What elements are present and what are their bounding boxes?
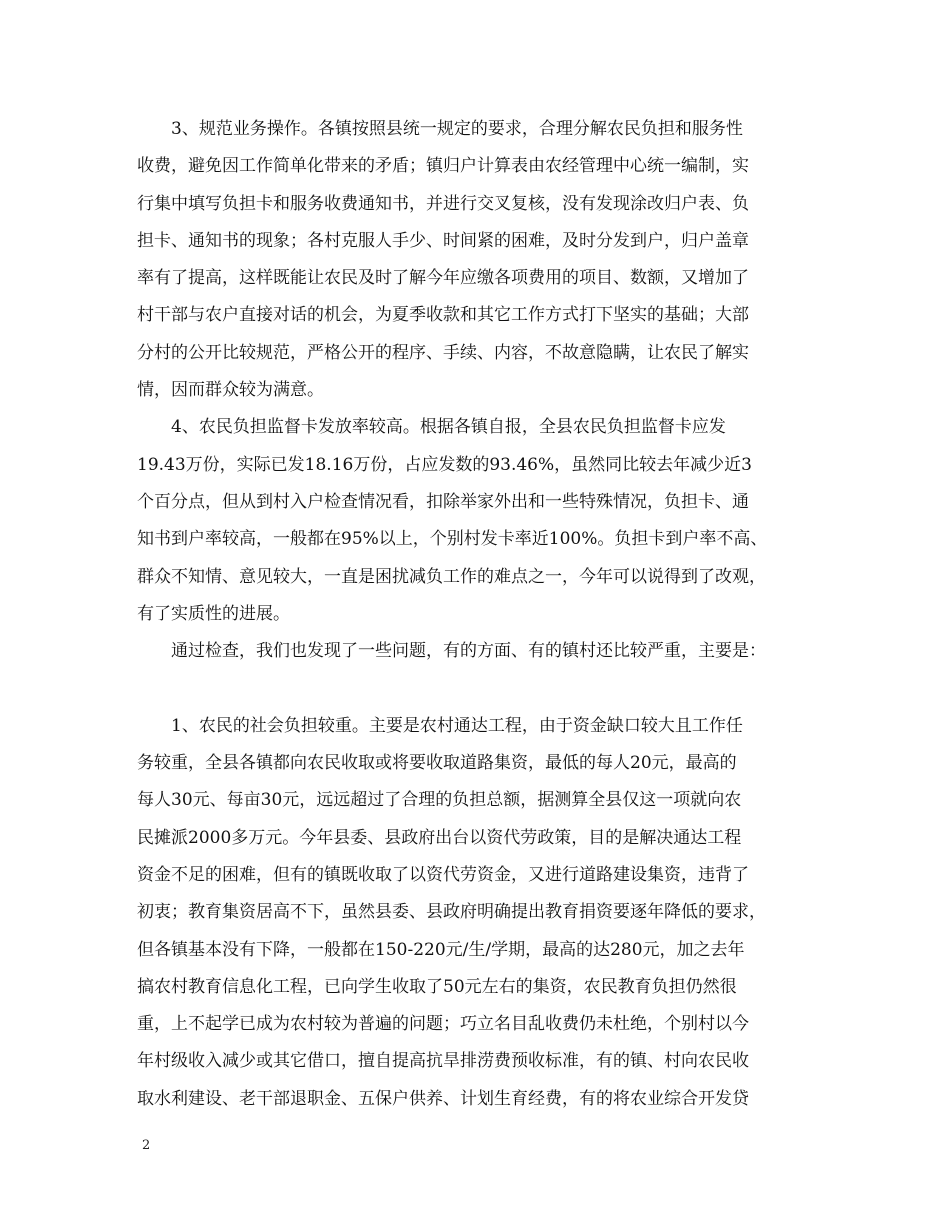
text-line: 分村的公开比较规范，严格公开的程序、手续、内容，不故意隐瞒，让农民了解实 bbox=[137, 342, 749, 363]
text-line: 初衷；教育集资居高不下，虽然县委、县政府明确提出教育捐资要逐年降低的要求， bbox=[137, 902, 766, 923]
paragraph bbox=[137, 633, 823, 670]
text-line: 收费，避免因工作简单化带来的矛盾；镇归户计算表由农经管理中心统一编制，实 bbox=[137, 156, 749, 177]
paragraph bbox=[137, 111, 823, 409]
paragraph bbox=[137, 708, 823, 1118]
body-text bbox=[137, 111, 823, 1118]
text-line: 但各镇基本没有下降，一般都在150-220元/生/学期，最高的达280元，加之去年 bbox=[137, 939, 745, 960]
text-line: 3、规范业务操作。各镇按照县统一规定的要求，合理分解农民负担和服务性 bbox=[137, 119, 743, 139]
text-line: 情，因而群众较为满意。 bbox=[137, 380, 324, 401]
text-line: 率有了提高，这样既能让农民及时了解今年应缴各项费用的项目、数额，又增加了 bbox=[137, 268, 749, 289]
text-line: 重，上不起学已成为农村较为普遍的问题；巧立名目乱收费仍未杜绝，个别村以今 bbox=[137, 1014, 749, 1035]
text-line: 1、农民的社会负担较重。主要是农村通达工程，由于资金缺口较大且工作任 bbox=[137, 715, 743, 736]
text-line: 群众不知情、意见较大，一直是困扰减负工作的难点之一，今年可以说得到了改观， bbox=[137, 566, 766, 587]
text-line: 每人30元、每亩30元，远远超过了合理的负担总额，据测算全县仅这一项就向农 bbox=[137, 790, 742, 811]
text-line: 年村级收入减少或其它借口，擅自提高抗旱排涝费预收标准，有的镇、村向农民收 bbox=[137, 1051, 749, 1072]
text-line: 知书到户率较高，一般都在95%以上，个别村发卡率近100%。负担卡到户率不高、 bbox=[137, 529, 768, 550]
paragraph bbox=[137, 409, 823, 633]
text-line: 4、农民负担监督卡发放率较高。根据各镇自报，全县农民负担监督卡应发 bbox=[137, 417, 726, 438]
blank-line bbox=[137, 670, 823, 707]
text-line: 19.43万份，实际已发18.16万份，占应发数的93.46%，虽然同比较去年减少近3 bbox=[137, 454, 752, 475]
text-line: 通过检查，我们也发现了一些问题，有的方面、有的镇村还比较严重，主要是： bbox=[137, 641, 766, 662]
text-line: 村干部与农户直接对话的机会，为夏季收款和其它工作方式打下坚实的基础；大部 bbox=[137, 305, 749, 326]
text-line: 资金不足的困难，但有的镇既收取了以资代劳资金，又进行道路建设集资，违背了 bbox=[137, 864, 749, 885]
page-number: 2 bbox=[142, 1138, 151, 1153]
text-line: 个百分点，但从到村入户检查情况看，扣除举家外出和一些特殊情况，负担卡、通 bbox=[137, 491, 749, 512]
text-line: 民摊派2000多万元。今年县委、县政府出台以资代劳政策，目的是解决通达工程 bbox=[137, 827, 742, 848]
text-line: 务较重，全县各镇都向农民收取或将要收取道路集资，最低的每人20元，最高的 bbox=[137, 753, 737, 774]
text-line: 搞农村教育信息化工程，已向学生收取了50元左右的集资，农民教育负担仍然很 bbox=[137, 976, 737, 997]
text-line: 行集中填写负担卡和服务收费通知书，并进行交叉复核，没有发现涂改归户表、负 bbox=[137, 193, 749, 214]
text-line: 取水利建设、老干部退职金、五保户供养、计划生育经费，有的将农业综合开发贷 bbox=[137, 1088, 749, 1109]
text-line: 担卡、通知书的现象；各村克服人手少、时间紧的困难，及时分发到户，归户盖章 bbox=[137, 230, 749, 251]
text-line: 有了实质性的进展。 bbox=[137, 603, 290, 624]
